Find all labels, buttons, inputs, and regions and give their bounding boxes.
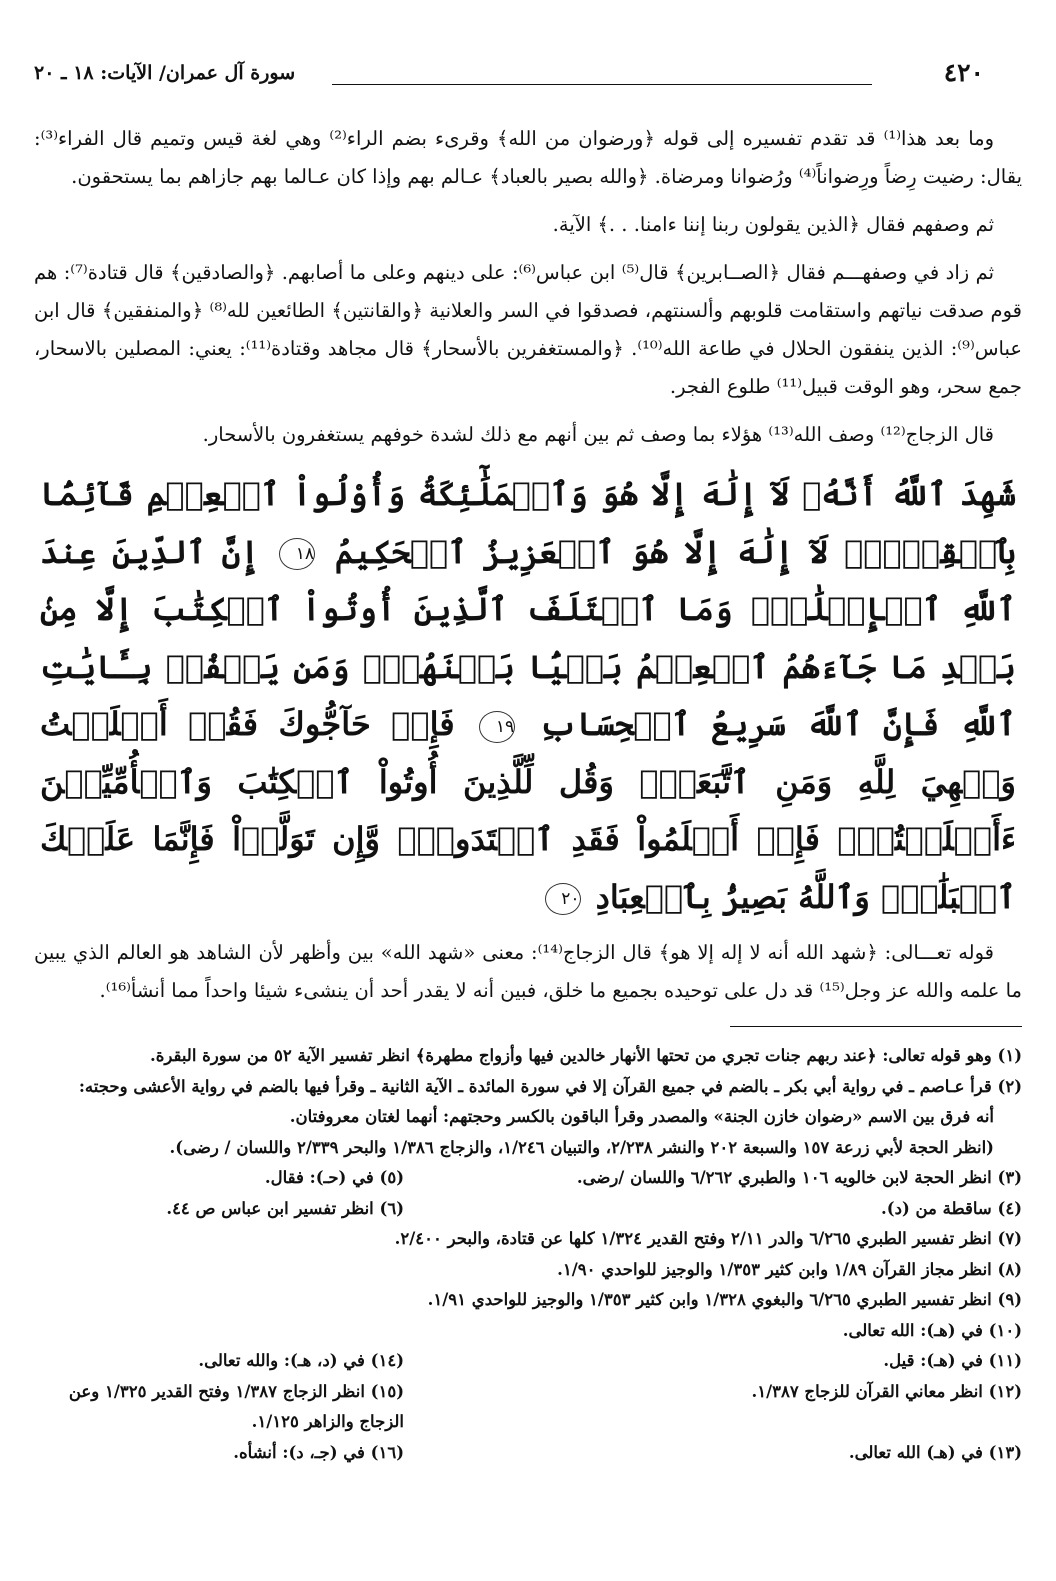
commentary-paragraph: ثم وصفهم فقال ﴿الذين يقولون ربنا إننا ءامنا. . .﴾ الآية. xyxy=(552,213,994,236)
page-header xyxy=(34,56,1022,90)
ayah-19-text: إِنَّ ٱلدِّينَ عِندَ ٱللَّهِ ٱلۡإِسۡلَٰمُۗ وَمَا ٱخۡتَلَفَ ٱلَّذِينَ أُوتُواْ ٱلۡكِتَٰبَ إِلَّا مِنۢ بَعۡدِ مَا جَآءَهُمُ ٱلۡعِلۡمُ بَغۡيَۢا بَيۡنَهُمۡۗ وَمَن يَكۡفُرۡ بِـَٔايَٰتِ ٱللَّهِ فَإِنَّ ٱللَّهَ سَرِيعُ ٱلۡحِسَابِ xyxy=(40,532,1017,743)
ayah-19-marker: ١٩ xyxy=(479,711,515,743)
footnote-12: (١٢) انظر معاني القرآن للزجاج ١/٣٨٧. xyxy=(751,1381,1022,1401)
commentary-paragraph: قال الزجاج⁽¹²⁾ وصف الله⁽¹³⁾ هؤلاء بما وصف ثم بين أنهم مع ذلك لشدة خوفهم يستغفرون بالأسحار. xyxy=(202,423,994,446)
footnote-15: (١٥) انظر الزجاج ١/٣٨٧ وفتح القدير ١/٣٢٥ وعن الزجاج والزاهر ١/١٢٥. xyxy=(68,1381,404,1431)
ayah-20-text: فَإِنۡ حَآجُّوكَ فَقُلۡ أَسۡلَمۡتُ وَجۡهِيَ لِلَّهِ وَمَنِ ٱتَّبَعَنِۗ وَقُل لِّلَّذِينَ أُوتُواْ ٱلۡكِتَٰبَ وَٱلۡأُمِّيِّـۧنَ ءَأَسۡلَمۡتُمۡۚ فَإِنۡ أَسۡلَمُواْ فَقَدِ ٱهۡتَدَواْۖ وَّإِن تَوَلَّوۡاْ فَإِنَّمَا عَلَيۡكَ ٱلۡبَلَٰغُۗ وَٱللَّهُ بَصِيرُۢ بِٱلۡعِبَادِ xyxy=(40,705,1016,916)
footnote-row xyxy=(34,1194,1022,1225)
book-page xyxy=(34,56,1022,1541)
footnote-row xyxy=(34,1438,1022,1469)
footnote-2-references: (انظر الحجة لأبي زرعة ١٥٧ والسبعة ٢٠٢ والنشر ٢/٢٣٨، والتبيان ١/٢٤٦، والزجاج ١/٣٨٦ والبحر ٢/٣٣٩ واللسان / رضى). xyxy=(169,1137,994,1157)
footnote-2: (٢) قرأ عـاصم ـ في رواية أبي بكر ـ بالضم في جميع القرآن إلا في سورة المائدة ـ الآية الثانية ـ وقرأ فيها بالضم في رواية الأعشى وحجته: xyxy=(78,1076,1022,1096)
page-number: ٤٢٠ xyxy=(943,58,984,87)
ayah-18-marker: ١٨ xyxy=(279,538,315,570)
footnote-1: (١) وهو قوله تعالى: ﴿عند ربهم جنات تجري من تحتها الأنهار خالدين فيها وأزواج مطهرة﴾ انظر تفسير الآية ٥٢ من سورة البقرة. xyxy=(149,1046,1022,1065)
footnote-14: (١٤) في (د، هـ): والله تعالى. xyxy=(198,1351,404,1370)
ayah-20-marker: ٢٠ xyxy=(545,883,581,915)
footnote-2-continued: أنه فرق بين الاسم «رضوان خازن الجنة» والمصدر وقرأ الباقون بالكسر وحجتهم: أنهما لغتان معروفتان. xyxy=(289,1107,994,1126)
footnote-row xyxy=(34,1377,1022,1438)
footnote-9: (٩) انظر تفسير الطبري ٦/٢٦٥ والبغوي ١/٣٢٨ وابن كثير ١/٣٥٣ والوجيز للواحدي ١/٩١. xyxy=(427,1290,1022,1309)
ayah-18-text: شَهِدَ ٱللَّهُ أَنَّهُۥ لَآ إِلَٰهَ إِلَّا هُوَ وَٱلۡمَلَٰٓئِكَةُ وَأُوْلُواْ ٱلۡعِلۡمِ قَآئِمَۢا بِٱلۡقِسۡطِۚ لَآ إِلَٰهَ إِلَّا هُوَ ٱلۡعَزِيزُ ٱلۡحَكِيمُ xyxy=(40,475,1017,571)
footnote-row xyxy=(34,1346,1022,1377)
commentary-paragraph: وما بعد هذا⁽¹⁾ قد تقدم تفسيره إلى قوله ﴿ورضوان من الله﴾ وقرىء بضم الراء⁽²⁾ وهي لغة قيس وتميم قال الفراء⁽³⁾: يقال: رضيت رِضاً ورِضواناً⁽⁴⁾ ورُضوانا ومرضاة. ﴿والله بصير بالعباد﴾ عـالم بهم وإذا كان عـالما بهم جازاهم بما يستحقون. xyxy=(34,127,1022,188)
footnote-4: (٤) ساقطة من (د). xyxy=(881,1198,1022,1218)
commentary-section-2 xyxy=(34,934,1022,1010)
header-rule xyxy=(332,84,872,85)
commentary-paragraph: قوله تعـــالى: ﴿شهد الله أنه لا إله إلا هو﴾ قال الزجاج⁽¹⁴⁾: معنى «شهد الله» بين وأظهر لأن الشاهد هو العالم الذي يبين ما علمه والله عز وجل⁽¹⁵⁾ قد دل على توحيده بجميع ما خلق، فبين أنه لا يقدر أحد أن ينشىء شيئا واحداً مما أنشأ⁽¹⁶⁾. xyxy=(34,941,1022,1002)
quran-verses xyxy=(34,466,1022,926)
footnote-row xyxy=(34,1163,1022,1194)
footnote-11: (١١) في (هـ): قيل. xyxy=(883,1351,1022,1370)
commentary-paragraph: ثم زاد في وصفهـــم فقال ﴿الصــابرين﴾ قال⁽⁵⁾ ابن عباس⁽⁶⁾: على دينهم وعلى ما أصابهم. ﴿والصادقين﴾ قال قتادة⁽⁷⁾: هم قوم صدقت نياتهم واستقامت قلوبهم وألسنتهم، فصدقوا في السر والعلانية ﴿والقانتين﴾ الطائعين لله⁽⁸⁾ ﴿والمنفقين﴾ قال ابن عباس⁽⁹⁾: الذين ينفقون الحلال في طاعة الله⁽¹⁰⁾. ﴿والمستغفرين بالأسحار﴾ قال مجاهد وقتادة⁽¹¹⁾: يعني: المصلين بالاسحار، جمع سحر، وهو الوقت قبيل⁽¹¹⁾ طلوع الفجر. xyxy=(34,261,1022,398)
footnote-divider xyxy=(730,1026,1022,1027)
commentary-section xyxy=(34,120,1022,454)
footnote-8: (٨) انظر مجاز القرآن ١/٨٩ وابن كثير ١/٣٥٣ والوجيز للواحدي ١/٩٠. xyxy=(557,1259,1022,1279)
footnote-7: (٧) انظر تفسير الطبري ٦/٢٦٥ والدر ٢/١١ وفتح القدير ١/٣٢٤ كلها عن قتادة، والبحر ٢/٤٠٠. xyxy=(394,1229,1022,1248)
footnote-3: (٣) انظر الحجة لابن خالويه ١٠٦ والطبري ٦/٢٦٢ واللسان /رضى. xyxy=(576,1168,1022,1187)
footnote-10: (١٠) في (هـ): الله تعالى. xyxy=(842,1320,1022,1340)
running-title: سورة آل عمران/ الآيات: ١٨ ـ ٢٠ xyxy=(34,62,296,84)
footnote-13: (١٣) في (هـ) الله تعالى. xyxy=(848,1442,1022,1462)
footnote-5: (٥) في (حـ): فقال. xyxy=(264,1168,404,1187)
footnote-6: (٦) انظر تفسير ابن عباس ص ٤٤. xyxy=(166,1198,404,1218)
footnote-16: (١٦) في (جـ، د): أنشأه. xyxy=(233,1442,404,1462)
footnotes xyxy=(34,1041,1022,1468)
